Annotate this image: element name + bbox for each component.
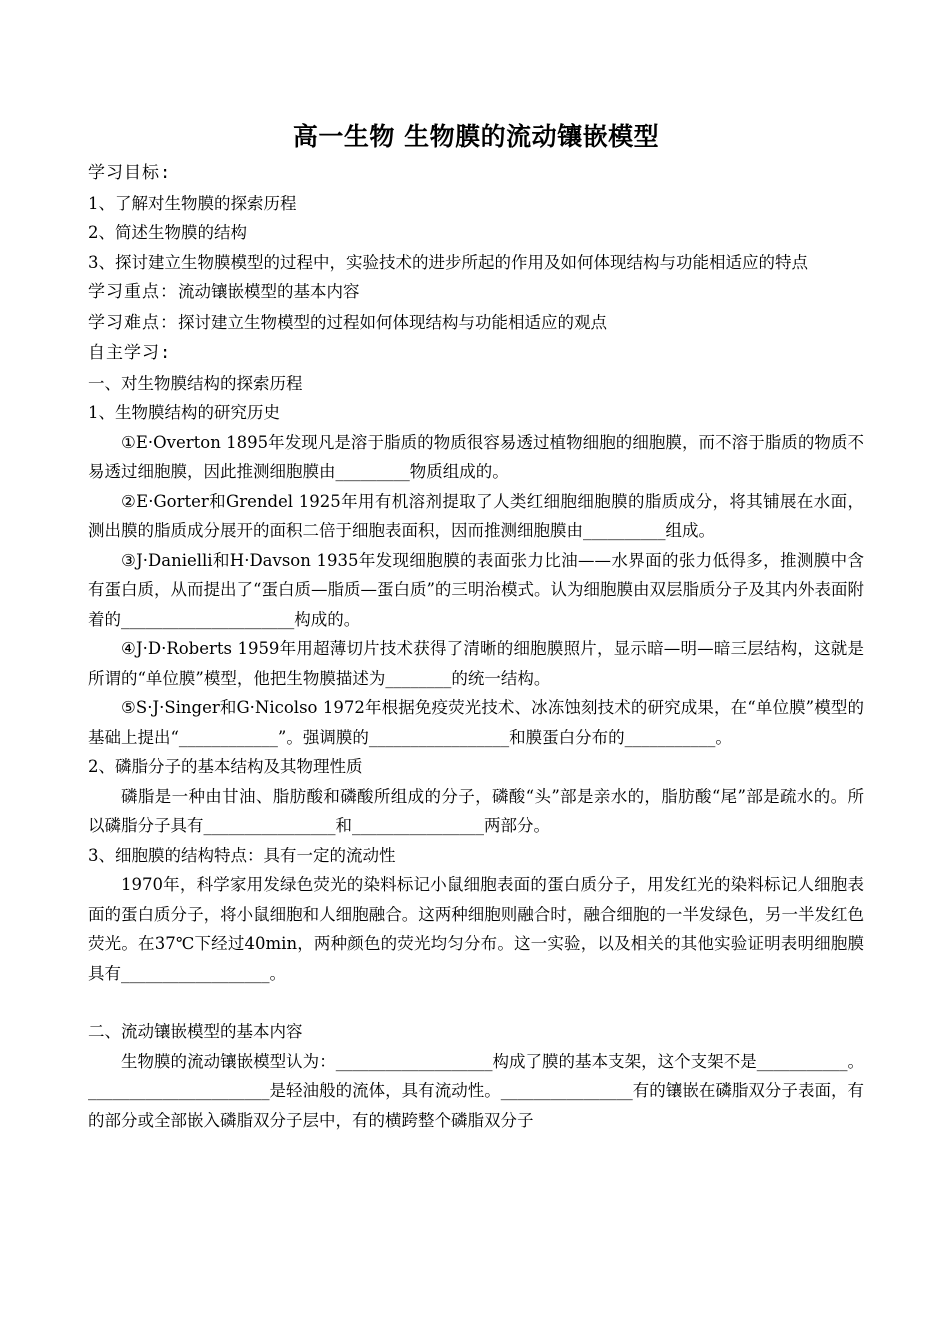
history-paragraph-1: ①E·Overton 1895年发现凡是溶于脂质的物质很容易透过植物细胞的细胞膜，而不溶于脂质的物质不易透过细胞膜，因此推测细胞膜由_________物质组成的。 — [88, 432, 864, 481]
blank-line — [88, 988, 864, 1017]
objectives-heading: 学习目标: — [88, 163, 172, 183]
section1-sub2-heading: 2、磷脂分子的基本结构及其物理性质 — [88, 757, 363, 776]
section1-sub3-heading: 3、细胞膜的结构特点：具有一定的流动性 — [88, 845, 396, 865]
objective-item-1: 1、了解对生物膜的探索历程 — [88, 193, 297, 213]
difficulty — [88, 308, 864, 339]
objective-item-2: 2、简述生物膜的结构 — [88, 223, 247, 242]
section2-heading: 二、流动镶嵌模型的基本内容 — [88, 1022, 303, 1041]
history-paragraph-4: ④J·D·Roberts 1959年用超薄切片技术获得了清晰的细胞膜照片，显示暗—明—暗三层结构，这就是所谓的“单位膜”模型，他把生物膜描述为________的统一结构。 — [88, 639, 864, 688]
section1-heading: 一、对生物膜结构的探索历程 — [88, 373, 303, 393]
history-paragraph-2: ②E·Gorter和Grendel 1925年用有机溶剂提取了人类红细胞细胞膜的脂质成分，将其铺展在水面，测出膜的脂质成分展开的面积二倍于细胞表面积，因而推测细胞膜由__________组成。 — [88, 491, 864, 540]
key-point-label: 学习重点： — [88, 282, 178, 302]
document-page — [88, 118, 864, 1135]
phospholipid-paragraph: 磷脂是一种由甘油、脂肪酸和磷酸所组成的分子，磷酸“头”部是亲水的，脂肪酸“尾”部是疏水的。所以磷脂分子具有________________和________________两部分。 — [88, 786, 864, 835]
objective-item-3: 3、探讨建立生物膜模型的过程中，实验技术的进步所起的作用及如何体现结构与功能相适应的特点 — [88, 252, 808, 272]
section1-sub1-heading: 1、生物膜结构的研究历史 — [88, 403, 280, 422]
key-point-text: 流动镶嵌模型的基本内容 — [178, 282, 360, 301]
fluidity-paragraph: 1970年，科学家用发绿色荧光的染料标记小鼠细胞表面的蛋白质分子，用发红光的染料标记人细胞表面的蛋白质分子，将小鼠细胞和人细胞融合。这两种细胞则融合时，融合细胞的一半发绿色，另一半发红色荧光。在37℃下经过40min，两种颜色的荧光均匀分布。这一实验，以及相关的其他实验证明表明细胞膜具有__________________。 — [88, 875, 864, 983]
difficulty-text: 探讨建立生物模型的过程如何体现结构与功能相适应的观点 — [178, 312, 607, 332]
history-paragraph-3: ③J·Danielli和H·Davson 1935年发现细胞膜的表面张力比油——水界面的张力低得多，推测膜中含有蛋白质，从而提出了“蛋白质—脂质—蛋白质”的三明治模式。认为细胞膜由双层脂质分子及其内外表面附着的_____________________构成的。 — [88, 550, 864, 629]
key-point — [88, 277, 864, 308]
model-paragraph: 生物膜的流动镶嵌模型认为：___________________构成了膜的基本支架，这个支架不是___________。______________________是轻油般的流体，具有流动性。________________有的镶嵌在磷脂双分子表面，有的部分或全部嵌入磷脂双分子层中，有的横跨整个磷脂双分子 — [88, 1051, 864, 1130]
document-title: 高一生物 生物膜的流动镶嵌模型 — [292, 122, 660, 151]
self-study-heading: 自主学习: — [88, 343, 172, 363]
difficulty-label: 学习难点： — [88, 312, 178, 333]
history-paragraph-5: ⑤S·J·Singer和G·Nicolso 1972年根据免疫荧光技术、冰冻蚀刻技术的研究成果，在“单位膜”模型的基础上提出“____________”。强调膜的_________________和膜蛋白分布的___________。 — [88, 698, 864, 747]
